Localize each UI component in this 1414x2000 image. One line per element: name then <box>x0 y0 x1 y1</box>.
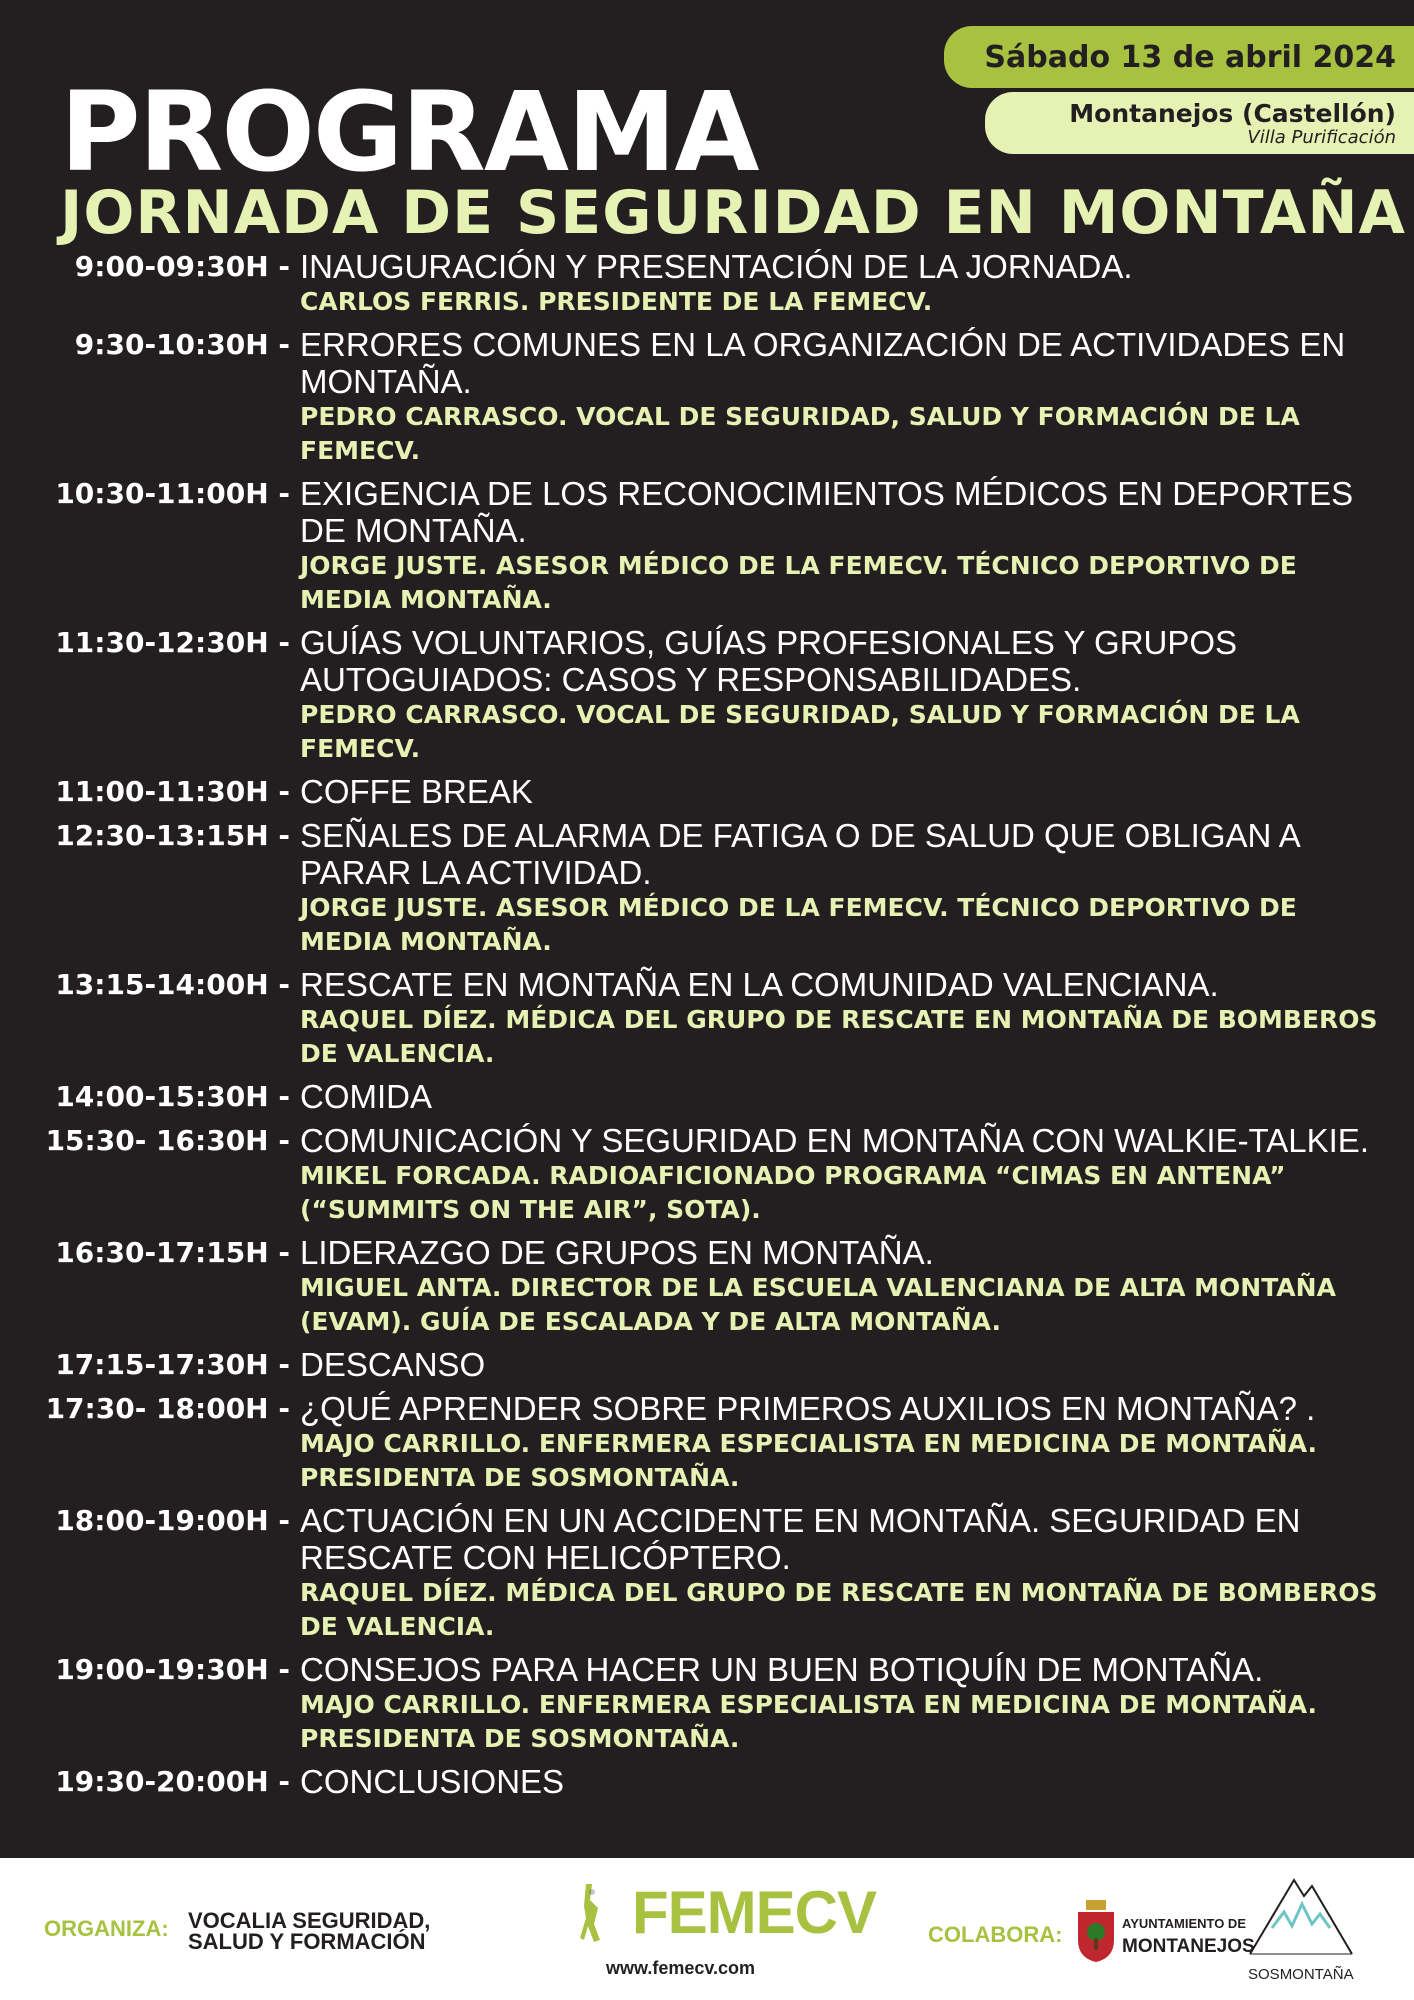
sos-suffix: MONTAÑA <box>1279 1966 1354 1983</box>
schedule-body <box>300 248 1380 319</box>
schedule-time: 19:00-19:30H - <box>55 1653 290 1686</box>
schedule-topic: CONCLUSIONES <box>300 1763 565 1800</box>
schedule-item <box>0 1763 1414 1800</box>
schedule-time: 9:30-10:30H - <box>74 328 290 361</box>
schedule-topic: ¿QUÉ APRENDER SOBRE PRIMEROS AUXILIOS EN MONTAÑA? . <box>300 1390 1316 1427</box>
schedule-topic: ACTUACIÓN EN UN ACCIDENTE EN MONTAÑA. SEGURIDAD EN RESCATE CON HELICÓPTERO. <box>300 1502 1301 1576</box>
schedule-item <box>0 1122 1414 1227</box>
event-date: Sábado 13 de abril 2024 <box>984 39 1396 75</box>
page-subtitle: JORNADA DE SEGURIDAD EN MONTAÑA <box>60 178 1406 248</box>
schedule-topic: COFFE BREAK <box>300 773 533 810</box>
schedule-body <box>300 1078 1380 1115</box>
schedule-speaker: JORGE JUSTE. ASESOR MÉDICO DE LA FEMECV. TÉCNICO DEPORTIVO DE MEDIA MONTAÑA. <box>300 893 1297 956</box>
schedule-time: 11:30-12:30H - <box>55 626 290 659</box>
schedule-speaker: RAQUEL DÍEZ. MÉDICA DEL GRUPO DE RESCATE EN MONTAÑA DE BOMBEROS DE VALENCIA. <box>300 1005 1378 1068</box>
femecv-logo-text: FEMECV <box>632 1879 877 1946</box>
schedule-speaker: MIKEL FORCADA. RADIOAFICIONADO PROGRAMA “CIMAS EN ANTENA” (“SUMMITS ON THE AIR”, SOTA). <box>300 1161 1286 1224</box>
schedule-body <box>300 817 1380 959</box>
schedule-body <box>300 1234 1380 1339</box>
schedule-item <box>0 326 1414 468</box>
schedule-body <box>300 1763 1380 1800</box>
montanejos-shield-icon <box>1076 1900 1116 1962</box>
schedule-item <box>0 1234 1414 1339</box>
schedule-time: 14:00-15:30H - <box>55 1080 290 1113</box>
schedule-speaker: RAQUEL DÍEZ. MÉDICA DEL GRUPO DE RESCATE EN MONTAÑA DE BOMBEROS DE VALENCIA. <box>300 1578 1378 1641</box>
organizer-name: VOCALIA SEGURIDAD, SALUD Y FORMACIÓN <box>188 1908 431 1954</box>
schedule-item <box>0 1502 1414 1644</box>
schedule-speaker: MAJO CARRILLO. ENFERMERA ESPECIALISTA EN MEDICINA DE MONTAÑA. PRESIDENTA DE SOSMONTAÑA. <box>300 1690 1318 1753</box>
page-title: PROGRAMA <box>60 68 758 196</box>
schedule-item <box>0 817 1414 959</box>
schedule-body <box>300 773 1380 810</box>
schedule-item <box>0 1346 1414 1383</box>
schedule-time: 19:30-20:00H - <box>55 1765 290 1798</box>
schedule-item <box>0 1078 1414 1115</box>
schedule-item <box>0 1390 1414 1495</box>
schedule-topic: ERRORES COMUNES EN LA ORGANIZACIÓN DE ACTIVIDADES EN MONTAÑA. <box>300 326 1346 400</box>
schedule-speaker: JORGE JUSTE. ASESOR MÉDICO DE LA FEMECV. TÉCNICO DEPORTIVO DE MEDIA MONTAÑA. <box>300 551 1297 614</box>
organiza-label: ORGANIZA: <box>44 1916 169 1941</box>
schedule-time: 12:30-13:15H - <box>55 819 290 852</box>
schedule-topic: RESCATE EN MONTAÑA EN LA COMUNIDAD VALENCIANA. <box>300 966 1219 1003</box>
schedule-body <box>300 966 1380 1071</box>
sosmontana-text <box>1248 1966 1354 1983</box>
schedule-item <box>0 475 1414 617</box>
schedule-topic: SEÑALES DE ALARMA DE FATIGA O DE SALUD QUE OBLIGAN A PARAR LA ACTIVIDAD. <box>300 817 1299 891</box>
schedule-topic: COMIDA <box>300 1078 432 1115</box>
schedule-topic: GUÍAS VOLUNTARIOS, GUÍAS PROFESIONALES Y GRUPOS AUTOGUIADOS: CASOS Y RESPONSABILIDADES. <box>300 624 1238 698</box>
schedule-topic: DESCANSO <box>300 1346 486 1383</box>
femecv-url: www.femecv.com <box>606 1958 756 1978</box>
schedule-body <box>300 1651 1380 1756</box>
schedule-time: 10:30-11:00H - <box>55 477 290 510</box>
schedule-time: 13:15-14:00H - <box>55 968 290 1001</box>
schedule-body <box>300 326 1380 468</box>
schedule-time: 9:00-09:30H - <box>74 250 290 283</box>
schedule-speaker: CARLOS FERRIS. PRESIDENTE DE LA FEMECV. <box>300 287 933 316</box>
schedule-time: 15:30- 16:30H - <box>45 1124 290 1157</box>
schedule-topic: EXIGENCIA DE LOS RECONOCIMIENTOS MÉDICOS EN DEPORTES DE MONTAÑA. <box>300 475 1354 549</box>
schedule-speaker: PEDRO CARRASCO. VOCAL DE SEGURIDAD, SALUD Y FORMACIÓN DE LA FEMECV. <box>300 402 1300 465</box>
schedule-time: 16:30-17:15H - <box>55 1236 290 1269</box>
ayto-line-1: AYUNTAMIENTO DE <box>1122 1916 1246 1931</box>
schedule-time: 11:00-11:30H - <box>55 775 290 808</box>
schedule-item <box>0 248 1414 319</box>
schedule-item <box>0 966 1414 1071</box>
schedule-item <box>0 1651 1414 1756</box>
schedule-time: 17:30- 18:00H - <box>45 1392 290 1425</box>
schedule-time: 18:00-19:00H - <box>55 1504 290 1537</box>
event-place: Montanejos (Castellón) <box>1069 98 1396 128</box>
date-badge <box>944 26 1414 88</box>
schedule-body <box>300 1346 1380 1383</box>
schedule-body <box>300 475 1380 617</box>
schedule-item <box>0 624 1414 766</box>
schedule-body <box>300 624 1380 766</box>
place-badge <box>985 92 1414 154</box>
schedule-time: 17:15-17:30H - <box>55 1348 290 1381</box>
schedule-topic: CONSEJOS PARA HACER UN BUEN BOTIQUÍN DE MONTAÑA. <box>300 1651 1264 1688</box>
schedule-topic: COMUNICACIÓN Y SEGURIDAD EN MONTAÑA CON WALKIE-TALKIE. <box>300 1122 1369 1159</box>
colabora-label: COLABORA: <box>928 1922 1063 1947</box>
schedule-list <box>0 248 1414 1807</box>
schedule-item <box>0 773 1414 810</box>
sos-prefix: SOS <box>1248 1966 1280 1983</box>
schedule-body <box>300 1502 1380 1644</box>
schedule-speaker: MAJO CARRILLO. ENFERMERA ESPECIALISTA EN MEDICINA DE MONTAÑA. PRESIDENTA DE SOSMONTAÑA. <box>300 1429 1318 1492</box>
schedule-speaker: MIGUEL ANTA. DIRECTOR DE LA ESCUELA VALENCIANA DE ALTA MONTAÑA (EVAM). GUÍA DE ESCALADA Y DE ALTA MONTAÑA. <box>300 1273 1336 1336</box>
sosmontana-mountain-icon <box>1246 1874 1356 1964</box>
schedule-topic: INAUGURACIÓN Y PRESENTACIÓN DE LA JORNADA. <box>300 248 1133 285</box>
schedule-body <box>300 1122 1380 1227</box>
schedule-topic: LIDERAZGO DE GRUPOS EN MONTAÑA. <box>300 1234 934 1271</box>
schedule-body <box>300 1390 1380 1495</box>
event-venue: Villa Purificación <box>1247 126 1396 148</box>
ayto-line-2: MONTANEJOS <box>1122 1936 1255 1957</box>
footer <box>0 1858 1414 2000</box>
schedule-speaker: PEDRO CARRASCO. VOCAL DE SEGURIDAD, SALUD Y FORMACIÓN DE LA FEMECV. <box>300 700 1300 763</box>
